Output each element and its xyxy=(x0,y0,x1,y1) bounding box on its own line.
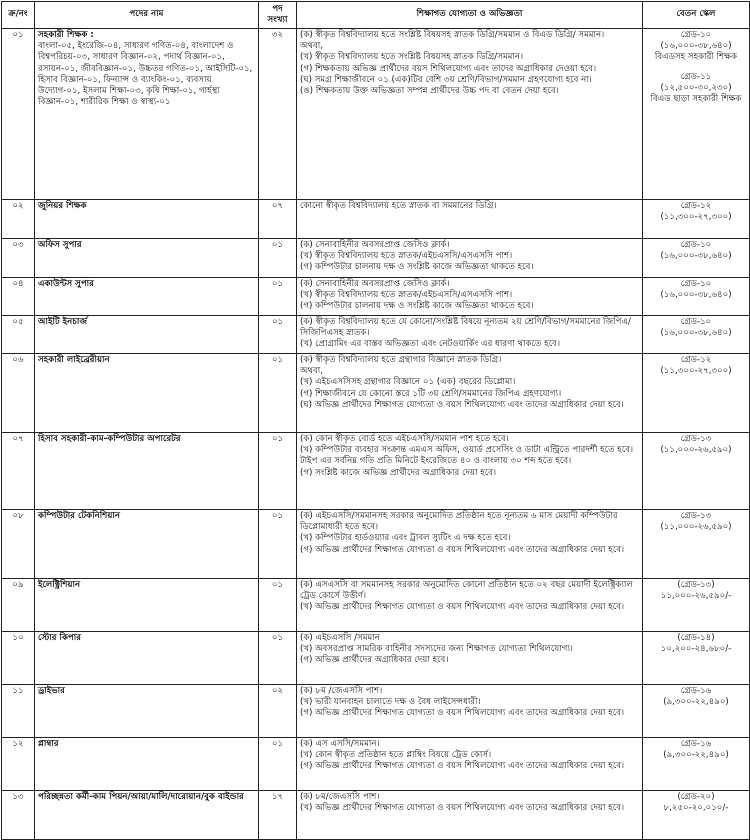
pay-scale-cell xyxy=(643,510,750,579)
pay-scale-line: গ্রেড-১০ xyxy=(680,30,712,40)
table-row xyxy=(2,791,750,840)
post-name-cell xyxy=(35,278,259,316)
qualification-cell xyxy=(297,791,643,840)
qualification-line: (ক) এসএসসি বা সমমানসহ সরকার অনুমোদিত কোনো প্রতিষ্ঠান হতে ০২ বছর মেয়াদী ইলেক্ট্রিক্যাল ট্রেড কোর্সে উত্তীর্ণ। xyxy=(300,580,633,602)
pay-scale-line: (১৬,০০০-৩৮,৬৪০) xyxy=(660,328,732,339)
qualification-line: (গ) অভিজ্ঞ প্রার্থীদের শিক্ষাগত যোগ্যতা ও বয়স শিথিলযোগ্য এবং তাদের অগ্রাধিকার দেয়া হবে। xyxy=(300,708,625,719)
post-name-cell xyxy=(35,685,259,738)
qualification-line: (ক) এস এসসি/সমমান। xyxy=(300,739,380,749)
table-row xyxy=(2,239,750,278)
serial-number: ১১ xyxy=(2,685,35,738)
qualification-cell xyxy=(297,316,643,354)
pay-scale-line: গ্রেড-১২ xyxy=(680,355,712,365)
table-row xyxy=(2,579,750,632)
qualification-line: (ক) স্বীকৃত বিশ্ববিদ্যালয় হতে গ্রন্থাগার বিজ্ঞানে স্নাতক ডিগ্রি। xyxy=(300,355,502,365)
table-row xyxy=(2,685,750,738)
post-count: ০১ xyxy=(259,354,297,433)
serial-number: ০১ xyxy=(2,29,35,200)
pay-scale-line: (১১,৩০০-২৭,৩০০) xyxy=(660,212,732,223)
qualification-cell xyxy=(297,738,643,791)
post-name: সহকারী লাইব্রেরীয়ান xyxy=(38,355,110,365)
pay-scale-line: (১৬,০০০-৩৮,৬৪০) xyxy=(660,290,732,301)
pay-scale-line: (গ্রেড-২০) xyxy=(677,792,715,802)
serial-number: ০৫ xyxy=(2,316,35,354)
serial-number: ০৯ xyxy=(2,579,35,632)
qualification-cell xyxy=(297,278,643,316)
qualification-line: (খ) ভারী যানবাহন চালাতে দক্ষ ও বৈধ লাইসেন্সধারী। xyxy=(300,697,481,708)
serial-number: ০৩ xyxy=(2,239,35,278)
post-name-cell xyxy=(35,29,259,200)
post-count: ০১ xyxy=(259,738,297,791)
pay-scale-cell xyxy=(643,239,750,278)
qualification-line: (খ) অবসরপ্রাপ্ত সামরিক বাহিনীর সদস্যদের জন্য শিক্ষাগত যোগ্যতা শিথিলযোগ্য। xyxy=(300,644,574,655)
pay-scale-cell xyxy=(643,354,750,433)
qualification-line: (গ) অভিজ্ঞ প্রার্থীদের শিক্ষাগত যোগ্যতা ও বয়স শিথিলযোগ্য এবং তাদের অগ্রাধিকার দেয়া হবে। xyxy=(300,761,625,772)
header-serial: ক্র/নং xyxy=(2,2,35,29)
serial-number: ০৭ xyxy=(2,433,35,510)
pay-scale-cell xyxy=(643,433,750,510)
qualification-line: (গ) শিক্ষাজীবনে যে কোনো স্তরে ১টি ৩য় শ্রেণি/সমমানের জিপিএ গ্রহণযোগ্য। xyxy=(300,388,562,399)
pay-scale-line: গ্রেড-১৩ xyxy=(680,434,712,444)
post-count: ৩২ xyxy=(259,29,297,200)
qualification-line: (ক) স্বীকৃত বিশ্ববিদ্যালয় হতে যে কোনো/সংশ্লিষ্ট বিষয়ে নূন্যতম ২য় শ্রেণি/বিভাগ/সমমানের জিপিএ/সিজিপিএসহ স্নাতক। xyxy=(300,317,631,339)
pay-scale-line: গ্রেড-১৬ xyxy=(680,686,712,696)
table-row xyxy=(2,510,750,579)
qualification-line: (ক) সেনাবাহিনীর অবসরপ্রাপ্ত জেসিও ক্লার্ক। xyxy=(300,279,450,289)
qualification-line: (ক) কোন স্বীকৃত বোর্ড হতে এইচএসসি/সমমান পাশ হতে হবে। xyxy=(300,434,509,444)
post-name: প্লাম্বার xyxy=(38,739,59,749)
pay-scale-line xyxy=(646,64,746,72)
pay-scale-line: (১২,৫০০-৩০,২৩০) xyxy=(660,82,732,93)
qualification-line: (ঘ) অভিজ্ঞ প্রার্থীদের শিক্ষাগত যোগ্যতা ও বয়স শিথিলযোগ্য এবং তাদের অগ্রাধিকার দেয়া হবে। xyxy=(300,399,624,410)
pay-scale-line: (১৬,০০০-৩৮,৬৪০) xyxy=(660,251,732,262)
qualification-line: (গ) শিক্ষকতায় অভিজ্ঞ প্রার্থীদের বয়স শিথিলযোগ্য এবং তাদের অগ্রাধিকার দেওয়া হবে। xyxy=(300,63,597,74)
post-name: একাউন্টস সুপার xyxy=(38,279,94,289)
pay-scale-line: গ্রেড-১৬ xyxy=(680,739,712,749)
table-row xyxy=(2,354,750,433)
header-post-name: পদের নাম xyxy=(35,2,259,29)
pay-scale-cell xyxy=(643,200,750,239)
qualification-line: (খ) স্বীকৃত বিশ্ববিদ্যালয় হতে স্নাতক/এইচএসসি/এসএসসি পাশ। xyxy=(300,290,513,301)
qualification-line: অথবা, xyxy=(300,366,324,377)
qualification-line: (খ) স্বীকৃত বিশ্ববিদ্যালয় হতে সংশ্লিষ্ট বিষয়সহ স্নাতক ডিগ্রি/সমমান। xyxy=(300,52,524,63)
post-name-cell xyxy=(35,632,259,685)
serial-number: ০৮ xyxy=(2,510,35,579)
post-name: আইটি ইনচার্জ xyxy=(38,317,88,327)
qualification-cell xyxy=(297,29,643,200)
qualification-line: (গ) কম্পিউটার চালনায় দক্ষ ও সংশ্লিষ্ট কাজে অভিজ্ঞতা থাকতে হবে। xyxy=(300,301,534,312)
pay-scale-cell xyxy=(643,685,750,738)
pay-scale-line: ১১,০০০-২৬,৫৯০/- xyxy=(660,591,732,602)
post-name-cell xyxy=(35,738,259,791)
qualification-line: (খ) কম্পিউটার হার্ডওয়্যার এবং ট্রাবল স্যুটিং এ দক্ষ হতে হবে। xyxy=(300,533,511,544)
pay-scale-cell xyxy=(643,316,750,354)
pay-scale-cell xyxy=(643,29,750,200)
qualification-cell xyxy=(297,200,643,239)
post-name: জুনিয়র শিক্ষক xyxy=(38,201,87,211)
table-header xyxy=(2,2,750,29)
post-name-cell xyxy=(35,239,259,278)
post-name-cell xyxy=(35,200,259,239)
qualification-cell xyxy=(297,632,643,685)
qualification-cell xyxy=(297,239,643,278)
serial-number: ১০ xyxy=(2,632,35,685)
post-count: ০১ xyxy=(259,579,297,632)
post-count: ০৭ xyxy=(259,200,297,239)
post-count: ০১ xyxy=(259,316,297,354)
pay-scale-line: গ্রেড-১০ xyxy=(680,279,712,289)
post-name-cell xyxy=(35,316,259,354)
pay-scale-cell xyxy=(643,278,750,316)
post-name-cell xyxy=(35,579,259,632)
qualification-line: (ক) এইচএসসি /সমমান xyxy=(300,633,380,643)
qualification-line: কোনো স্বীকৃত বিশ্ববিদ্যালয় হতে স্নাতক বা সমমানের ডিগ্রি। xyxy=(300,201,497,211)
qualification-line: (ক) ৮ম /জেএসসি পাশ। xyxy=(300,686,383,696)
post-name-cell xyxy=(35,433,259,510)
pay-scale-line: (৯,৩০০-২২,৪৯০) xyxy=(663,697,729,708)
qualification-cell xyxy=(297,685,643,738)
pay-scale-line: (১১,০০০-২৬,৫৯০) xyxy=(660,522,732,533)
job-vacancy-table xyxy=(1,1,750,840)
serial-number: ০৬ xyxy=(2,354,35,433)
table-row xyxy=(2,433,750,510)
qualification-line: (খ) অভিজ্ঞ প্রার্থীদের শিক্ষাগত যোগ্যতা ও বয়স শিথিলযোগ্য এবং তাদের অগ্রাধিকার দেয়া হবে। xyxy=(300,602,625,613)
qualification-line: (ক) স্বীকৃত বিশ্ববিদ্যালয় হতে সংশ্লিষ্ট বিষয়সহ স্নাতক ডিগ্রি/সমমান ও বিএড ডিগ্রি/ সমমান। xyxy=(300,30,605,40)
header-post-count: পদ সংখ্যা xyxy=(259,2,297,29)
pay-scale-line: (১১,৩০০-২৭,৩০০) xyxy=(660,366,732,377)
header-row xyxy=(2,2,750,29)
post-count: ০১ xyxy=(259,239,297,278)
pay-scale-cell xyxy=(643,738,750,791)
table-row xyxy=(2,200,750,239)
post-count: ০১ xyxy=(259,632,297,685)
qualification-line: (গ) সংশ্লিষ্ট কাজে অভিজ্ঞ প্রার্থীদের অগ্রাধিকার দেয়া হবে। xyxy=(300,467,497,478)
qualification-line: (খ) স্বীকৃত বিশ্ববিদ্যালয় হতে স্নাতক/এইচএসসি/এসএসসি পাশ। xyxy=(300,251,513,262)
pay-scale-line: বিএডসহ সহকারী শিক্ষক xyxy=(654,52,738,63)
post-name: কম্পিউটার টেকনিশিয়ান xyxy=(38,511,121,521)
qualification-line: (ক) সেনাবাহিনীর অবসরপ্রাপ্ত জেসিও ক্লার্ক। xyxy=(300,240,450,250)
pay-scale-line: বিএড ছাড়া সহকারী শিক্ষক xyxy=(650,94,742,105)
qualification-line: (খ) এইচএসসিসহ গ্রন্থাগার বিজ্ঞানে ০১ (এক) বছরের ডিপ্লোমা। xyxy=(300,377,516,388)
qualification-line: (ক) ৮ম/জেএসসি পাশ। xyxy=(300,792,380,802)
pay-scale-line: (গ্রেড-১৪) xyxy=(677,633,715,643)
post-count: ০২ xyxy=(259,685,297,738)
table-row xyxy=(2,632,750,685)
pay-scale-cell xyxy=(643,632,750,685)
qualification-cell xyxy=(297,354,643,433)
post-count: ০১ xyxy=(259,278,297,316)
post-name-cell xyxy=(35,354,259,433)
qualification-line: (ঙ) শিক্ষকতায় উক্ত অভিজ্ঞতা সম্পন্ন প্রার্থীদের উচ্চ পদ বা বেতন দেয়া হবে। xyxy=(300,86,559,97)
qualification-line: (গ) কম্পিউটার চালনায় দক্ষ ও সংশ্লিষ্ট কাজে অভিজ্ঞতা থাকতে হবে। xyxy=(300,262,534,273)
pay-scale-cell xyxy=(643,791,750,840)
qualification-line: (ক) এইচএসসি/সমমানসহ সরকার অনুমোদিত প্রতিষ্ঠান হতে নূন্যতম ৬ মাস মেয়াদী কম্পিউটার ডিপ্লোমাধারী হতে হবে। xyxy=(300,511,618,533)
header-pay-scale: বেতন স্কেল xyxy=(643,2,750,29)
pay-scale-line: ১০,২০০-২৪,৬৮০/- xyxy=(660,644,732,655)
table-body xyxy=(2,29,750,840)
table-row xyxy=(2,278,750,316)
pay-scale-line: (গ্রেড-১৩) xyxy=(677,580,715,590)
post-name: অফিস সুপার xyxy=(38,240,82,250)
pay-scale-line: গ্রেড-১১ xyxy=(680,71,712,82)
pay-scale-line: গ্রেড-১৩ xyxy=(680,511,712,521)
pay-scale-line: (১৬,০০০-৩৮,৬৪০) xyxy=(660,41,732,52)
qualification-line: (খ) অভিজ্ঞ প্রার্থীদের শিক্ষাগত যোগ্যতা ও বয়স শিথিলযোগ্য এবং তাদের অগ্রাধিকার দেয়া হবে। xyxy=(300,803,625,814)
pay-scale-line: গ্রেড-১০ xyxy=(680,317,712,327)
post-name: ইলেক্ট্রিশিয়ান xyxy=(38,580,81,590)
pay-scale-line: (১১,০০০-২৬,৫৯০) xyxy=(660,445,732,456)
qualification-cell xyxy=(297,433,643,510)
post-name-cell xyxy=(35,791,259,840)
post-count: ১৭ xyxy=(259,791,297,840)
post-count: ০১ xyxy=(259,433,297,510)
pay-scale-line: (৯,৩০০-২২,৪৯০) xyxy=(663,750,729,761)
post-name: পরিচ্ছন্নতা কর্মী-কাম পিয়ন/আয়া/মালি/দারোয়ান/বুক বাইন্ডার xyxy=(38,792,244,802)
serial-number: ১৩ xyxy=(2,791,35,840)
serial-number: ০৪ xyxy=(2,278,35,316)
qualification-line: (গ) অভিজ্ঞ প্রার্থীদের অগ্রাধিকার দেয়া হবে। xyxy=(300,655,449,666)
post-name: ড্রাইভার xyxy=(38,686,65,696)
pay-scale-cell xyxy=(643,579,750,632)
pay-scale-line: গ্রেড-১২ xyxy=(680,201,712,211)
qualification-cell xyxy=(297,510,643,579)
post-subject-breakdown: বাংলা-০৫, ইংরেজি-০৪, সাধারণ গণিত-০৪, বাংলাদেশ ও বিশ্বপরিচয়-০৩, সাধারণ বিজ্ঞান-০২, পদার্থ বিজ্ঞান-০১, রসায়ন-০১, জীববিজ্ঞান-০১, উচ্চতর গণিত-০১, আইসিটি-০১, হিসাব বিজ্ঞান-০১, ফিন্যান্স ও ব্যাংকিং-০১, ব্যবসায় উদ্যোগ-০১, ইসলাম শিক্ষা-০৩, কৃষি শিক্ষা-০১, গার্হস্থ্য বিজ্ঞান-০১, শারীরিক শিক্ষা ও স্বাস্থ্য-০১ xyxy=(38,41,253,108)
post-name: সহকারী শিক্ষক : xyxy=(38,30,94,40)
qualification-line: (গ) অভিজ্ঞ প্রার্থীদের শিক্ষাগত যোগ্যতা ও বয়স শিথিলযোগ্য এবং তাদের অগ্রাধিকার দেয়া হবে। xyxy=(300,544,625,555)
post-name-cell xyxy=(35,510,259,579)
post-name: স্টোর কিপার xyxy=(38,633,82,643)
qualification-line: (খ) প্রোগ্রামিং এর বাস্তব অভিজ্ঞতা এবং নেটওয়ার্কিং এর ধারণা থাকতে হবে। xyxy=(300,339,561,350)
table-row xyxy=(2,29,750,200)
table-row xyxy=(2,738,750,791)
serial-number: ০২ xyxy=(2,200,35,239)
pay-scale-line: গ্রেড-১০ xyxy=(680,240,712,250)
qualification-line: (ঘ) সমগ্র শিক্ষাজীবনে ০১ (এক)টির বেশি ৩য় শ্রেণি/বিভাগ/সমমান গ্রহণযোগ্য হবে না। xyxy=(300,74,592,85)
qualification-line: অথবা, xyxy=(300,41,324,52)
table-row xyxy=(2,316,750,354)
qualification-cell xyxy=(297,579,643,632)
pay-scale-line: ৮,২৫০-২০,০১০/- xyxy=(663,803,729,814)
qualification-line: (খ) কম্পিউটার ব্যবহার সংক্রান্ত এমএস অফিস, ওয়ার্ড প্রসেসিং ও ডাটা এন্ট্রিতে পারদর্শী হতে হবে। টাইপ এর সর্বনিম্ন গতি প্রতি মিনিটে ইংরেজিতে ৪০ ও বাংলায় ৩০ শব্দ হতে হবে। xyxy=(300,445,634,467)
post-count: ০১ xyxy=(259,510,297,579)
post-name: হিসাব সহকারী-কাম-কম্পিউটার অপারেটর xyxy=(38,434,181,444)
header-qualification: শিক্ষাগত যোগ্যতা ও অভিজ্ঞতা xyxy=(297,2,643,29)
qualification-line: (খ) কোন স্বীকৃত প্রতিষ্ঠান হতে প্লাম্বিং বিষয়ে ট্রেড কোর্স। xyxy=(300,750,492,761)
serial-number: ১২ xyxy=(2,738,35,791)
